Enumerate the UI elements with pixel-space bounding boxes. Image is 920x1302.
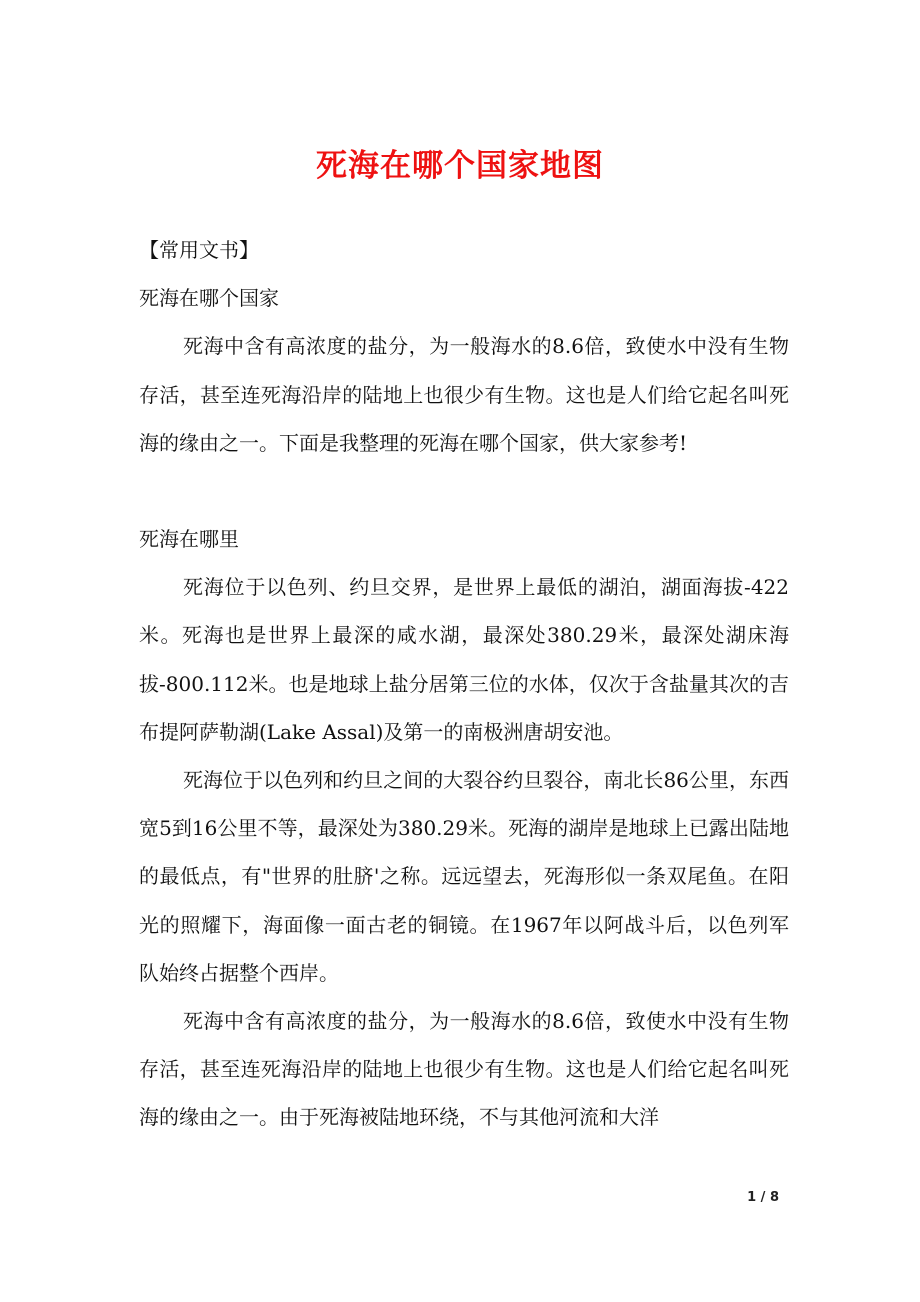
location-paragraph: 死海位于以色列、约旦交界，是世界上最低的湖泊，湖面海拔-422米。死海也是世界上最深的咸水湖，最深处380.29米，最深处湖床海拔-800.112米。也是地球上盐分居第三位的水体，仅次于含盐量其次的吉布提阿萨勒湖(Lake Assal)及第一的南极洲唐胡安池。	[139, 575, 789, 744]
document-body	[139, 226, 789, 1142]
salinity-paragraph: 死海中含有高浓度的盐分，为一般海水的8.6倍，致使水中没有生物存活，甚至连死海沿岸的陆地上也很少有生物。这也是人们给它起名叫死海的缘由之一。由于死海被陆地环绕，不与其他河流和大洋	[139, 1009, 789, 1130]
intro-paragraph: 死海中含有高浓度的盐分，为一般海水的8.6倍，致使水中没有生物存活，甚至连死海沿岸的陆地上也很少有生物。这也是人们给它起名叫死海的缘由之一。下面是我整理的死海在哪个国家，供大家参考!	[139, 334, 789, 455]
category-tag: 【常用文书】	[139, 238, 259, 262]
document-subtitle: 死海在哪个国家	[139, 286, 279, 311]
section-heading: 死海在哪里	[139, 527, 239, 552]
page-number: 1 / 8	[747, 1190, 779, 1205]
paragraph-gap	[139, 467, 789, 515]
document-title: 死海在哪个国家地图	[316, 148, 604, 184]
geography-paragraph: 死海位于以色列和约旦之间的大裂谷约旦裂谷，南北长86公里，东西宽5到16公里不等，最深处为380.29米。死海的湖岸是地球上已露出陆地的最低点，有"世界的肚脐'之称。远远望去，死海形似一条双尾鱼。在阳光的照耀下，海面像一面古老的铜镜。在1967年以阿战斗后，以色列军队始终占据整个西岸。	[139, 768, 789, 985]
